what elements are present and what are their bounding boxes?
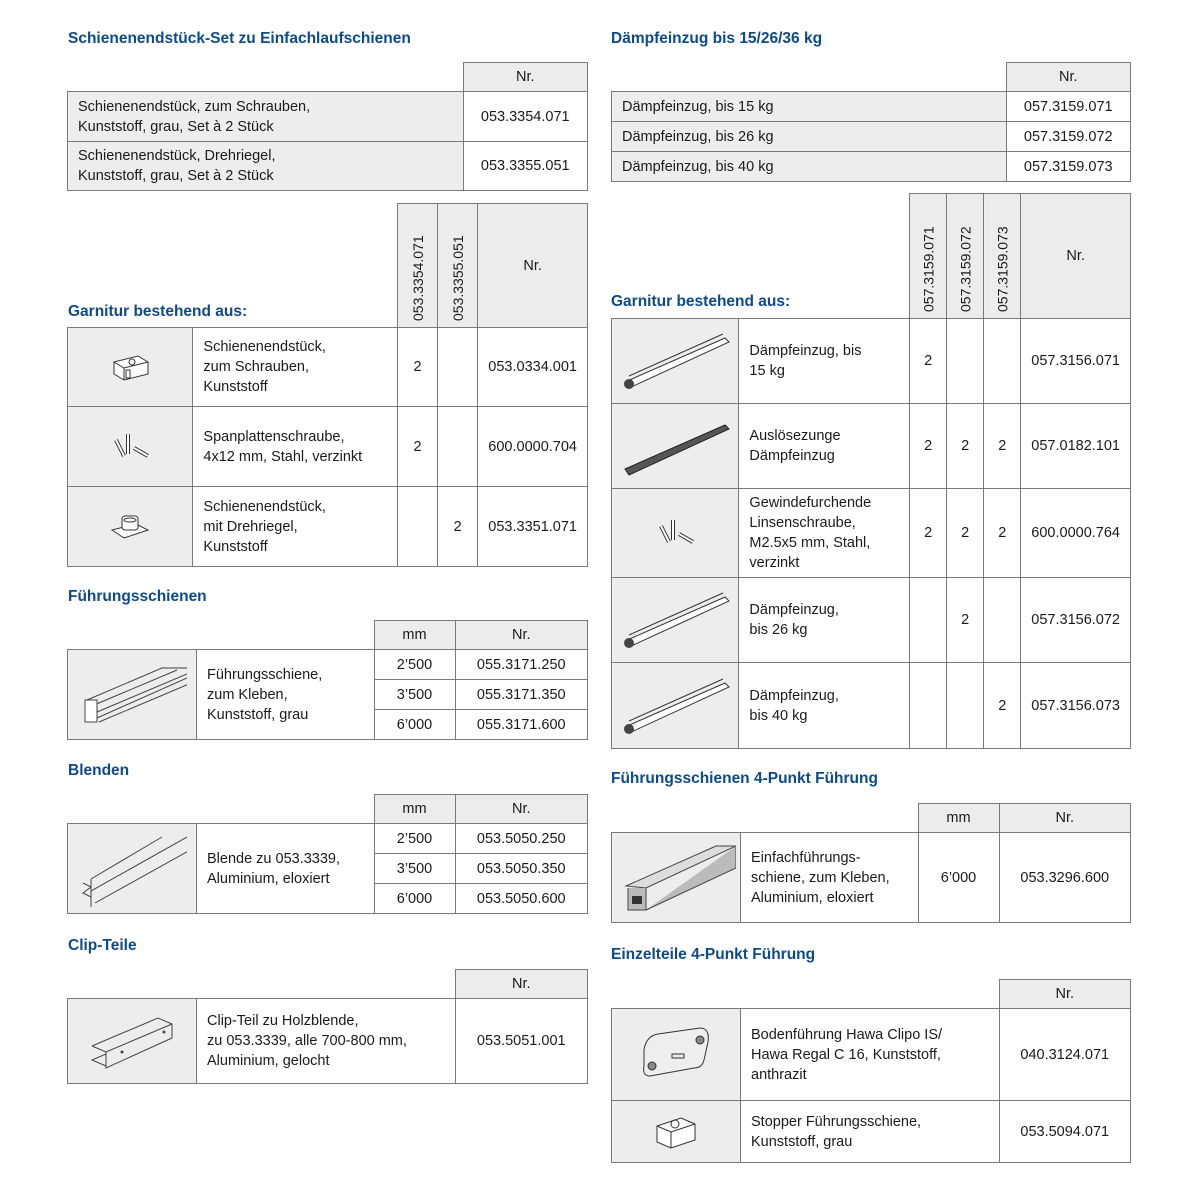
section-title-einzelteile: Einzelteile 4-Punkt Führung bbox=[611, 946, 816, 963]
col-header: 057.3159.072 bbox=[947, 194, 984, 319]
qty: 2 bbox=[910, 489, 947, 578]
article-nr: 053.3355.051 bbox=[463, 142, 588, 191]
qty: 2 bbox=[947, 489, 984, 578]
table-row bbox=[612, 152, 1131, 182]
table-row bbox=[612, 663, 1131, 749]
qty: 2 bbox=[984, 663, 1021, 749]
desc: anthrazit bbox=[751, 1066, 807, 1083]
table-row bbox=[612, 92, 1131, 122]
desc: Kunststoff, grau, Set à 2 Stück bbox=[78, 118, 274, 135]
desc: Dämpfeinzug, bbox=[749, 687, 839, 704]
desc: schiene, zum Kleben, bbox=[751, 869, 890, 886]
qty: 2 bbox=[910, 319, 947, 404]
qty bbox=[398, 487, 438, 567]
col-header: 053.3355.051 bbox=[438, 204, 478, 328]
qty: 2 bbox=[984, 489, 1021, 578]
cover-profile-icon bbox=[68, 824, 197, 914]
article-nr: 053.5050.350 bbox=[455, 854, 588, 884]
screws-icon bbox=[68, 407, 193, 487]
header-nr: Nr. bbox=[1006, 63, 1131, 92]
article-nr: 053.5050.250 bbox=[455, 824, 588, 854]
article-nr: 057.3159.073 bbox=[1006, 152, 1131, 182]
desc: Hawa Regal C 16, Kunststoff, bbox=[751, 1046, 941, 1063]
desc: mit Drehriegel, bbox=[203, 518, 298, 535]
soft-close-26-icon bbox=[612, 578, 739, 663]
section-title-clip: Clip-Teile bbox=[68, 937, 137, 954]
section-title-daempfeinzug: Dämpfeinzug bis 15/26/36 kg bbox=[611, 30, 823, 47]
article-nr: 053.3351.071 bbox=[478, 487, 588, 567]
qty: 2 bbox=[438, 487, 478, 567]
qty bbox=[984, 578, 1021, 663]
soft-close-15-icon bbox=[612, 319, 739, 404]
end-piece-screw-icon bbox=[68, 328, 193, 407]
table-4punkt-schiene bbox=[611, 803, 1131, 923]
article-nr: 053.3354.071 bbox=[463, 92, 588, 142]
section-title-blenden: Blenden bbox=[68, 762, 130, 779]
desc: bis 26 kg bbox=[749, 622, 808, 638]
desc: bis 40 kg bbox=[749, 707, 808, 724]
qty bbox=[438, 407, 478, 487]
article-nr: 057.3156.073 bbox=[1021, 663, 1131, 749]
section-title-garnitur-right: Garnitur bestehend aus: bbox=[611, 293, 791, 310]
table-row bbox=[612, 319, 1131, 404]
header-mm: mm bbox=[374, 795, 455, 824]
desc: Schienenendstück, bbox=[203, 339, 326, 355]
col-header: 053.3354.071 bbox=[398, 204, 438, 328]
qty bbox=[947, 319, 984, 404]
desc: Schienenendstück, Drehriegel, bbox=[78, 148, 276, 164]
qty: 2 bbox=[947, 404, 984, 489]
header-nr: Nr. bbox=[999, 804, 1131, 833]
qty bbox=[438, 328, 478, 407]
header-nr: Nr. bbox=[463, 63, 588, 92]
desc: Schienenendstück, zum Schrauben, bbox=[78, 98, 311, 115]
desc: Kunststoff, grau, Set à 2 Stück bbox=[78, 168, 274, 184]
header-nr: Nr. bbox=[455, 621, 588, 650]
article-nr: 055.3171.350 bbox=[455, 680, 588, 710]
section-title-4punkt-schiene: Führungsschienen 4-Punkt Führung bbox=[611, 770, 878, 787]
clip-part-icon bbox=[68, 999, 197, 1084]
section-title-set: Schienenendstück-Set zu Einfachlaufschienen bbox=[68, 30, 411, 47]
qty bbox=[910, 663, 947, 749]
qty: 2 bbox=[984, 404, 1021, 489]
table-row bbox=[612, 404, 1131, 489]
table-row bbox=[612, 1009, 1131, 1101]
table-daempfeinzug bbox=[611, 62, 1131, 182]
article-nr: 057.3159.071 bbox=[1006, 92, 1131, 122]
col-header: 057.3159.073 bbox=[984, 194, 1021, 319]
desc: Führungsschiene, bbox=[207, 666, 323, 683]
table-blenden bbox=[67, 794, 588, 914]
screws-icon bbox=[612, 489, 739, 578]
desc: Kunststoff, grau bbox=[751, 1133, 853, 1150]
desc: Gewindefurchende bbox=[749, 495, 872, 511]
aluminium-rail-icon bbox=[612, 833, 741, 923]
desc: Aluminium, gelocht bbox=[207, 1053, 330, 1069]
length-mm: 6’000 bbox=[918, 833, 999, 923]
desc: Clip-Teil zu Holzblende, bbox=[207, 1013, 359, 1029]
qty bbox=[910, 578, 947, 663]
floor-guide-icon bbox=[612, 1009, 741, 1101]
qty bbox=[947, 663, 984, 749]
desc: Dämpfeinzug, bis bbox=[749, 343, 862, 359]
desc: Einfachführungs- bbox=[751, 849, 861, 866]
header-nr: Nr. bbox=[455, 795, 588, 824]
desc: zum Kleben, bbox=[207, 686, 288, 703]
qty: 2 bbox=[910, 404, 947, 489]
desc: Linsenschraube, bbox=[749, 515, 856, 531]
article-nr: 057.3156.072 bbox=[1021, 578, 1131, 663]
desc: Aluminium, eloxiert bbox=[207, 870, 330, 887]
article-nr: 055.3171.600 bbox=[455, 710, 588, 740]
table-einzelteile bbox=[611, 979, 1131, 1163]
length-mm: 3’500 bbox=[374, 854, 455, 884]
article-nr: 053.5050.600 bbox=[455, 884, 588, 914]
table-row bbox=[68, 142, 588, 191]
table-clip bbox=[67, 969, 588, 1084]
length-mm: 2’500 bbox=[374, 650, 455, 680]
table-row bbox=[68, 487, 588, 567]
article-nr: 053.5094.071 bbox=[999, 1101, 1131, 1163]
article-nr: 053.0334.001 bbox=[478, 328, 588, 407]
desc: Bodenführung Hawa Clipo IS/ bbox=[751, 1026, 943, 1043]
table-row bbox=[612, 489, 1131, 578]
article-nr: 057.3159.072 bbox=[1006, 122, 1131, 152]
qty: 2 bbox=[398, 407, 438, 487]
col-header: 057.3159.071 bbox=[910, 194, 947, 319]
desc: Auslösezunge bbox=[749, 428, 841, 444]
article-nr: 600.0000.704 bbox=[478, 407, 588, 487]
table-row bbox=[68, 999, 588, 1084]
table-row bbox=[612, 122, 1131, 152]
table-row bbox=[68, 328, 588, 407]
article-nr: 057.3156.071 bbox=[1021, 319, 1131, 404]
table-garnitur-right bbox=[611, 193, 1131, 749]
length-mm: 3’500 bbox=[374, 680, 455, 710]
desc: M2.5x5 mm, Stahl, bbox=[749, 535, 871, 551]
section-title-garnitur-left: Garnitur bestehend aus: bbox=[68, 303, 248, 320]
desc: Kunststoff bbox=[203, 538, 268, 555]
desc: Schienenendstück, bbox=[203, 498, 326, 515]
length-mm: 2’500 bbox=[374, 824, 455, 854]
header-nr: Nr. bbox=[478, 204, 588, 328]
table-row bbox=[68, 407, 588, 487]
guide-rail-icon bbox=[68, 650, 197, 740]
header-mm: mm bbox=[918, 804, 999, 833]
header-mm: mm bbox=[374, 621, 455, 650]
desc: Spanplattenschraube, bbox=[203, 428, 345, 445]
trigger-tongue-icon bbox=[612, 404, 739, 489]
table-row bbox=[68, 824, 588, 854]
desc: Kunststoff bbox=[203, 379, 268, 395]
section-title-fuehrungsschienen: Führungsschienen bbox=[68, 588, 207, 605]
length-mm: 6’000 bbox=[374, 884, 455, 914]
table-row bbox=[68, 92, 588, 142]
desc: Aluminium, eloxiert bbox=[751, 889, 874, 906]
desc: 15 kg bbox=[749, 363, 785, 379]
desc: zum Schrauben, bbox=[203, 359, 309, 375]
desc: Blende zu 053.3339, bbox=[207, 850, 341, 867]
qty: 2 bbox=[398, 328, 438, 407]
desc: zu 053.3339, alle 700-800 mm, bbox=[207, 1033, 407, 1049]
desc: Dämpfeinzug, bis 15 kg bbox=[612, 92, 1007, 122]
qty bbox=[984, 319, 1021, 404]
article-nr: 040.3124.071 bbox=[999, 1009, 1131, 1101]
article-nr: 057.0182.101 bbox=[1021, 404, 1131, 489]
desc: Dämpfeinzug, bis 26 kg bbox=[612, 122, 1007, 152]
table-row bbox=[612, 833, 1131, 923]
qty: 2 bbox=[947, 578, 984, 663]
length-mm: 6’000 bbox=[374, 710, 455, 740]
stopper-icon bbox=[612, 1101, 741, 1163]
table-garnitur-left bbox=[67, 203, 588, 567]
desc: 4x12 mm, Stahl, verzinkt bbox=[203, 448, 363, 465]
table-fuehrungsschienen bbox=[67, 620, 588, 740]
header-nr: Nr. bbox=[999, 980, 1131, 1009]
desc: Stopper Führungsschiene, bbox=[751, 1113, 922, 1130]
header-nr: Nr. bbox=[455, 970, 588, 999]
table-row bbox=[612, 1101, 1131, 1163]
desc: Kunststoff, grau bbox=[207, 706, 309, 723]
article-nr: 053.5051.001 bbox=[455, 999, 588, 1084]
table-row bbox=[68, 650, 588, 680]
desc: Dämpfeinzug bbox=[749, 448, 835, 464]
desc: Dämpfeinzug, bbox=[749, 602, 839, 618]
table-row bbox=[612, 578, 1131, 663]
article-nr: 600.0000.764 bbox=[1021, 489, 1131, 578]
header-nr: Nr. bbox=[1021, 194, 1131, 319]
soft-close-40-icon bbox=[612, 663, 739, 749]
desc: verzinkt bbox=[749, 555, 800, 571]
desc: Dämpfeinzug, bis 40 kg bbox=[612, 152, 1007, 182]
end-piece-latch-icon bbox=[68, 487, 193, 567]
article-nr: 053.3296.600 bbox=[999, 833, 1131, 923]
article-nr: 055.3171.250 bbox=[455, 650, 588, 680]
table-set bbox=[67, 62, 588, 191]
